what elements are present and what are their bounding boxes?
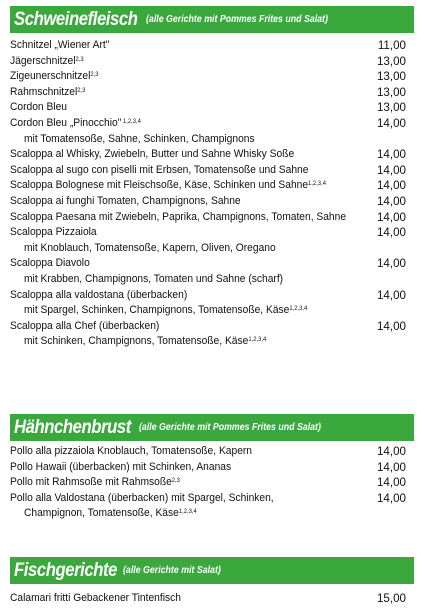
menu-item (10, 475, 406, 491)
menu-item (10, 591, 406, 607)
menu-item-price: 14,00 (376, 445, 406, 458)
section-title: Schweinefleisch (14, 8, 138, 30)
menu-item-price: 14,00 (376, 460, 406, 474)
menu-item (10, 444, 406, 460)
menu-item (10, 54, 406, 70)
menu-item-price: 14,00 (376, 163, 406, 177)
menu-item-price: 13,00 (376, 85, 406, 99)
menu-item (10, 256, 406, 272)
allergen-footnote: 2,3 (77, 86, 86, 94)
menu-item-name: Scaloppa Diavolo (10, 257, 90, 270)
menu-item-name: Rahmschnitzel$^{2,3}$ (10, 85, 86, 98)
menu-item (10, 178, 406, 194)
menu-item-name: Cordon Bleu „Pinocchio" $^{1,2,3,4}$ (10, 116, 141, 129)
menu-item (10, 85, 406, 101)
menu-item-name: Pollo mit Rahmsoße mit Rahmsoße$^{2,3}$ (10, 476, 180, 489)
menu-item-name: Champignon, Tomatensoße, Käse$^{1,2,3,4}$ (24, 507, 197, 520)
menu-item-price: 13,00 (376, 101, 406, 115)
menu-item-name: Scaloppa Pizzaiola (10, 226, 97, 239)
menu-item (10, 38, 406, 54)
menu-item-name: mit Knoblauch, Tomatensoße, Kapern, Oliven, Oregano (24, 241, 276, 254)
menu-item (10, 491, 406, 507)
section-header-fischgerichte (10, 557, 414, 584)
menu-item-price: 13,00 (376, 54, 406, 68)
allergen-footnote: 1,2,3,4 (308, 180, 326, 188)
section-title: Hähnchenbrust (14, 416, 131, 438)
menu-item (10, 225, 406, 241)
menu-list-haehnchenbrust (10, 444, 406, 522)
menu-item-description (10, 132, 406, 148)
allergen-footnote: 2,3 (171, 477, 180, 485)
menu-item-name: Scaloppa al Whisky, Zwiebeln, Butter und Sahne Whisky Soße (10, 148, 295, 161)
menu-item (10, 147, 406, 163)
section-subtitle: (alle Gerichte mit Pommes Frites und Salat) (146, 14, 329, 25)
menu-item-price: 14,00 (376, 319, 406, 333)
menu-item-name: Pollo Hawaii (überbacken) mit Schinken, Ananas (10, 460, 232, 473)
menu-item-name: mit Spargel, Schinken, Champignons, Tomatensoße, Käse$^{1,2,3,4}$ (24, 304, 308, 317)
menu-item-price: 14,00 (376, 179, 406, 193)
allergen-footnote: 2,3 (90, 71, 99, 79)
menu-item-name: Jägerschnitzel$^{2,3}$ (10, 54, 84, 67)
allergen-footnote: 1,2,3,4 (178, 508, 197, 516)
menu-list-fischgerichte (10, 591, 406, 607)
section-header-schweinefleisch (10, 6, 414, 33)
menu-item-description (10, 241, 406, 257)
menu-item (10, 69, 406, 85)
menu-item-name: Zigeunerschnitzel$^{2,3}$ (10, 70, 99, 83)
menu-item-price: 14,00 (376, 148, 406, 162)
menu-item-price: 14,00 (376, 257, 406, 271)
menu-item-name: Scaloppa Bolognese mit Fleischsoße, Käse, Schinken und Sahne$^{1,2,3,4}$ (10, 179, 326, 192)
menu-item-price: 14,00 (376, 491, 406, 505)
allergen-footnote: 1,2,3,4 (289, 305, 308, 313)
menu-item-price: 11,00 (377, 39, 406, 52)
menu-item-description (10, 272, 406, 288)
menu-item-description (10, 334, 406, 350)
menu-item (10, 288, 406, 304)
section-subtitle: (alle Gerichte mit Salat) (123, 565, 221, 576)
menu-item-name: Pollo alla pizzaiola Knoblauch, Tomatensoße, Kapern (10, 445, 253, 457)
menu-item-name: Schnitzel „Wiener Art" (10, 39, 110, 51)
menu-item-name: Pollo alla Valdostana (überbacken) mit Spargel, Schinken, (10, 491, 274, 504)
menu-item-price: 15,00 (376, 592, 406, 605)
section-header-haehnchenbrust (10, 414, 414, 441)
menu-item-name: mit Tomatensoße, Sahne, Schinken, Champignons (24, 132, 255, 145)
menu-item-name: Scaloppa alla Chef (überbacken) (10, 319, 160, 332)
menu-item-name: mit Schinken, Champignons, Tomatensoße, Käse$^{1,2,3,4}$ (24, 335, 267, 348)
menu-item-name: Cordon Bleu (10, 101, 67, 114)
allergen-footnote: 1,2,3,4 (121, 117, 141, 125)
menu-item-name: mit Krabben, Champignons, Tomaten und Sahne (scharf) (24, 272, 284, 285)
menu-item-price: 14,00 (376, 288, 406, 302)
menu-item (10, 210, 406, 226)
menu-item-price: 13,00 (376, 70, 406, 84)
menu-item-price: 14,00 (376, 476, 406, 490)
allergen-footnote: 2,3 (75, 55, 84, 63)
menu-item (10, 116, 406, 132)
menu-item (10, 100, 406, 116)
menu-item-price: 14,00 (376, 116, 406, 130)
allergen-footnote: 1,2,3,4 (248, 336, 267, 344)
menu-item-name: Scaloppa alla valdostana (überbacken) (10, 288, 188, 301)
section-subtitle: (alle Gerichte mit Pommes Frites und Salat) (138, 422, 321, 433)
menu-item-price: 14,00 (376, 226, 406, 240)
menu-item-price: 14,00 (376, 210, 406, 224)
menu-item (10, 163, 406, 179)
menu-item (10, 460, 406, 476)
menu-item-description (10, 506, 406, 522)
menu-item-name: Scaloppa al sugo con piselli mit Erbsen, Tomatensoße und Sahne (10, 163, 309, 176)
menu-item-price: 14,00 (376, 194, 406, 208)
menu-item (10, 194, 406, 210)
section-title: Fischgerichte (14, 559, 118, 581)
menu-list-schweinefleisch (10, 38, 406, 350)
menu-item-name: Scaloppa ai funghi Tomaten, Champignons, Sahne (10, 194, 241, 207)
menu-item-name: Calamari fritti Gebackener Tintenfisch (10, 592, 181, 604)
menu-item (10, 319, 406, 335)
menu-item-description (10, 303, 406, 319)
menu-item-name: Scaloppa Paesana mit Zwiebeln, Paprika, Champignons, Tomaten, Sahne (10, 210, 347, 223)
